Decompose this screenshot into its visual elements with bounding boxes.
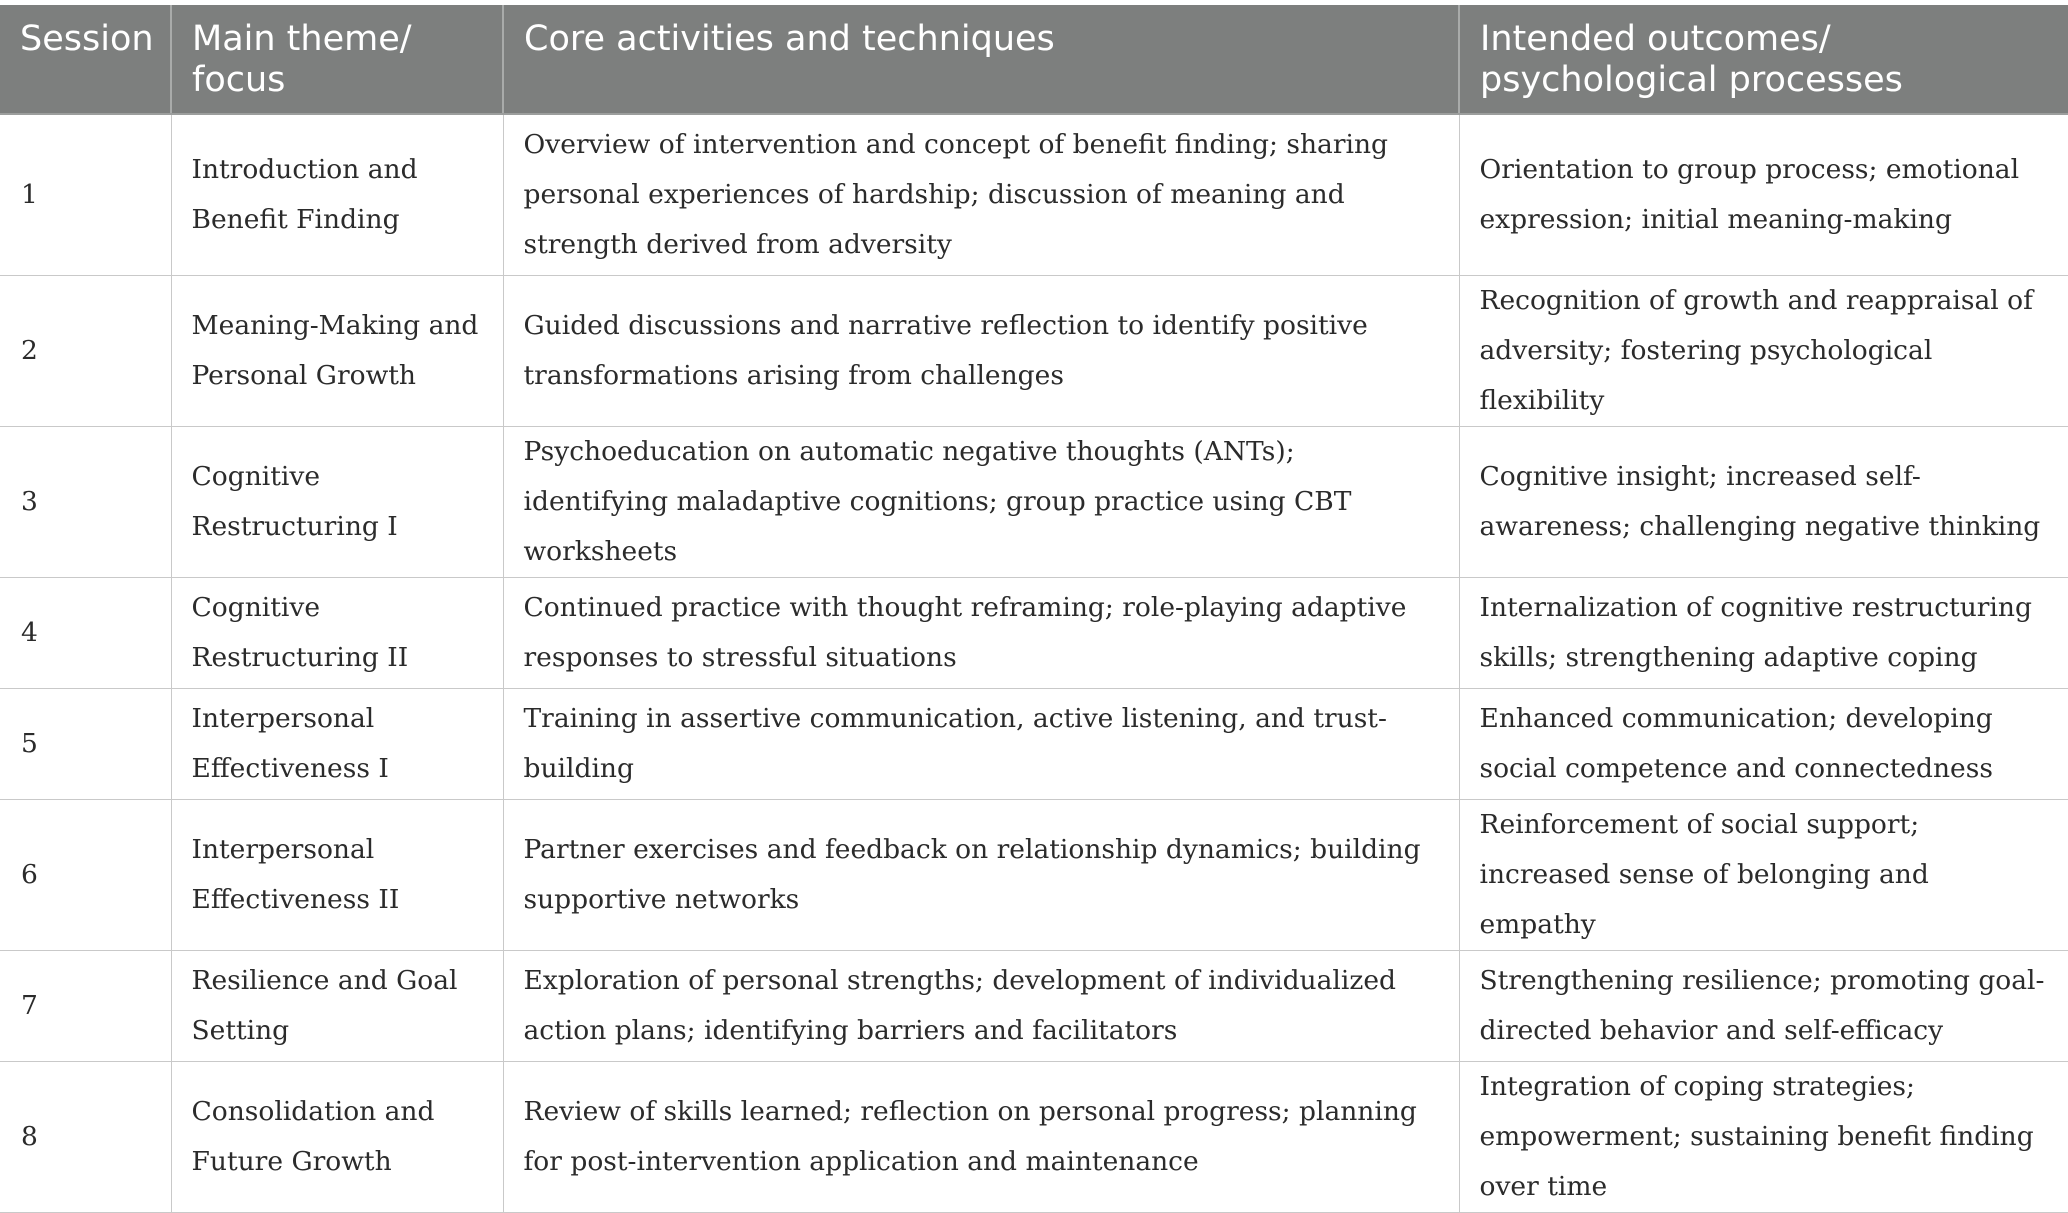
session-number: 2: [0, 275, 171, 426]
session-number: 1: [0, 114, 171, 275]
session-number: 5: [0, 688, 171, 799]
header-row: [0, 5, 2068, 114]
activities-cell: Psychoeducation on automatic negative thoughts (ANTs); identifying maladaptive cognitions; group practice using CBT worksheets: [503, 426, 1459, 577]
header-intended-outcomes: [1459, 5, 2068, 114]
session-number: 4: [0, 577, 171, 688]
activities-cell: Review of skills learned; reflection on personal progress; planning for post-intervention application and maintenance: [503, 1061, 1459, 1212]
outcomes-cell: Cognitive insight; increased self-awareness; challenging negative thinking: [1459, 426, 2068, 577]
table-body: [0, 114, 2068, 1212]
activities-cell: Partner exercises and feedback on relationship dynamics; building supportive networks: [503, 799, 1459, 950]
session-number: 6: [0, 799, 171, 950]
header-intended-outcomes-line-2: psychological processes: [1480, 60, 1903, 100]
session-table-container: [0, 5, 2068, 1213]
session-number: 7: [0, 950, 171, 1061]
theme-cell: Cognitive Restructuring II: [171, 577, 503, 688]
header-session-line-1: Session: [20, 19, 154, 59]
theme-cell: Cognitive Restructuring I: [171, 426, 503, 577]
table-row: [0, 950, 2068, 1061]
theme-cell: Introduction and Benefit Finding: [171, 114, 503, 275]
outcomes-cell: Reinforcement of social support; increased sense of belonging and empathy: [1459, 799, 2068, 950]
intervention-sessions-table: [0, 5, 2068, 1213]
theme-cell: Consolidation and Future Growth: [171, 1061, 503, 1212]
outcomes-cell: Integration of coping strategies; empowerment; sustaining benefit finding over time: [1459, 1061, 2068, 1212]
theme-cell: Resilience and Goal Setting: [171, 950, 503, 1061]
activities-cell: Overview of intervention and concept of benefit finding; sharing personal experiences of hardship; discussion of meaning and strength derived from adversity: [503, 114, 1459, 275]
outcomes-cell: Strengthening resilience; promoting goal-directed behavior and self-efficacy: [1459, 950, 2068, 1061]
header-intended-outcomes-line-1: Intended outcomes/: [1480, 19, 1831, 59]
session-number: 3: [0, 426, 171, 577]
theme-cell: Interpersonal Effectiveness I: [171, 688, 503, 799]
header-main-theme: [171, 5, 503, 114]
outcomes-cell: Orientation to group process; emotional expression; initial meaning-making: [1459, 114, 2068, 275]
activities-cell: Training in assertive communication, active listening, and trust-building: [503, 688, 1459, 799]
table-row: [0, 1061, 2068, 1212]
theme-cell: Meaning-Making and Personal Growth: [171, 275, 503, 426]
header-main-theme-line-2: focus: [192, 60, 286, 100]
outcomes-cell: Enhanced communication; developing social competence and connectedness: [1459, 688, 2068, 799]
header-session: [0, 5, 171, 114]
table-header: [0, 5, 2068, 114]
header-main-theme-line-1: Main theme/: [192, 19, 412, 59]
table-row: [0, 688, 2068, 799]
table-row: [0, 577, 2068, 688]
activities-cell: Exploration of personal strengths; development of individualized action plans; identifying barriers and facilitators: [503, 950, 1459, 1061]
outcomes-cell: Internalization of cognitive restructuring skills; strengthening adaptive coping: [1459, 577, 2068, 688]
session-number: 8: [0, 1061, 171, 1212]
header-core-activities: [503, 5, 1459, 114]
table-row: [0, 275, 2068, 426]
theme-cell: Interpersonal Effectiveness II: [171, 799, 503, 950]
table-row: [0, 799, 2068, 950]
activities-cell: Continued practice with thought reframing; role-playing adaptive responses to stressful situations: [503, 577, 1459, 688]
table-row: [0, 426, 2068, 577]
outcomes-cell: Recognition of growth and reappraisal of adversity; fostering psychological flexibility: [1459, 275, 2068, 426]
header-core-activities-line-1: Core activities and techniques: [524, 19, 1055, 59]
activities-cell: Guided discussions and narrative reflection to identify positive transformations arising from challenges: [503, 275, 1459, 426]
table-row: [0, 114, 2068, 275]
